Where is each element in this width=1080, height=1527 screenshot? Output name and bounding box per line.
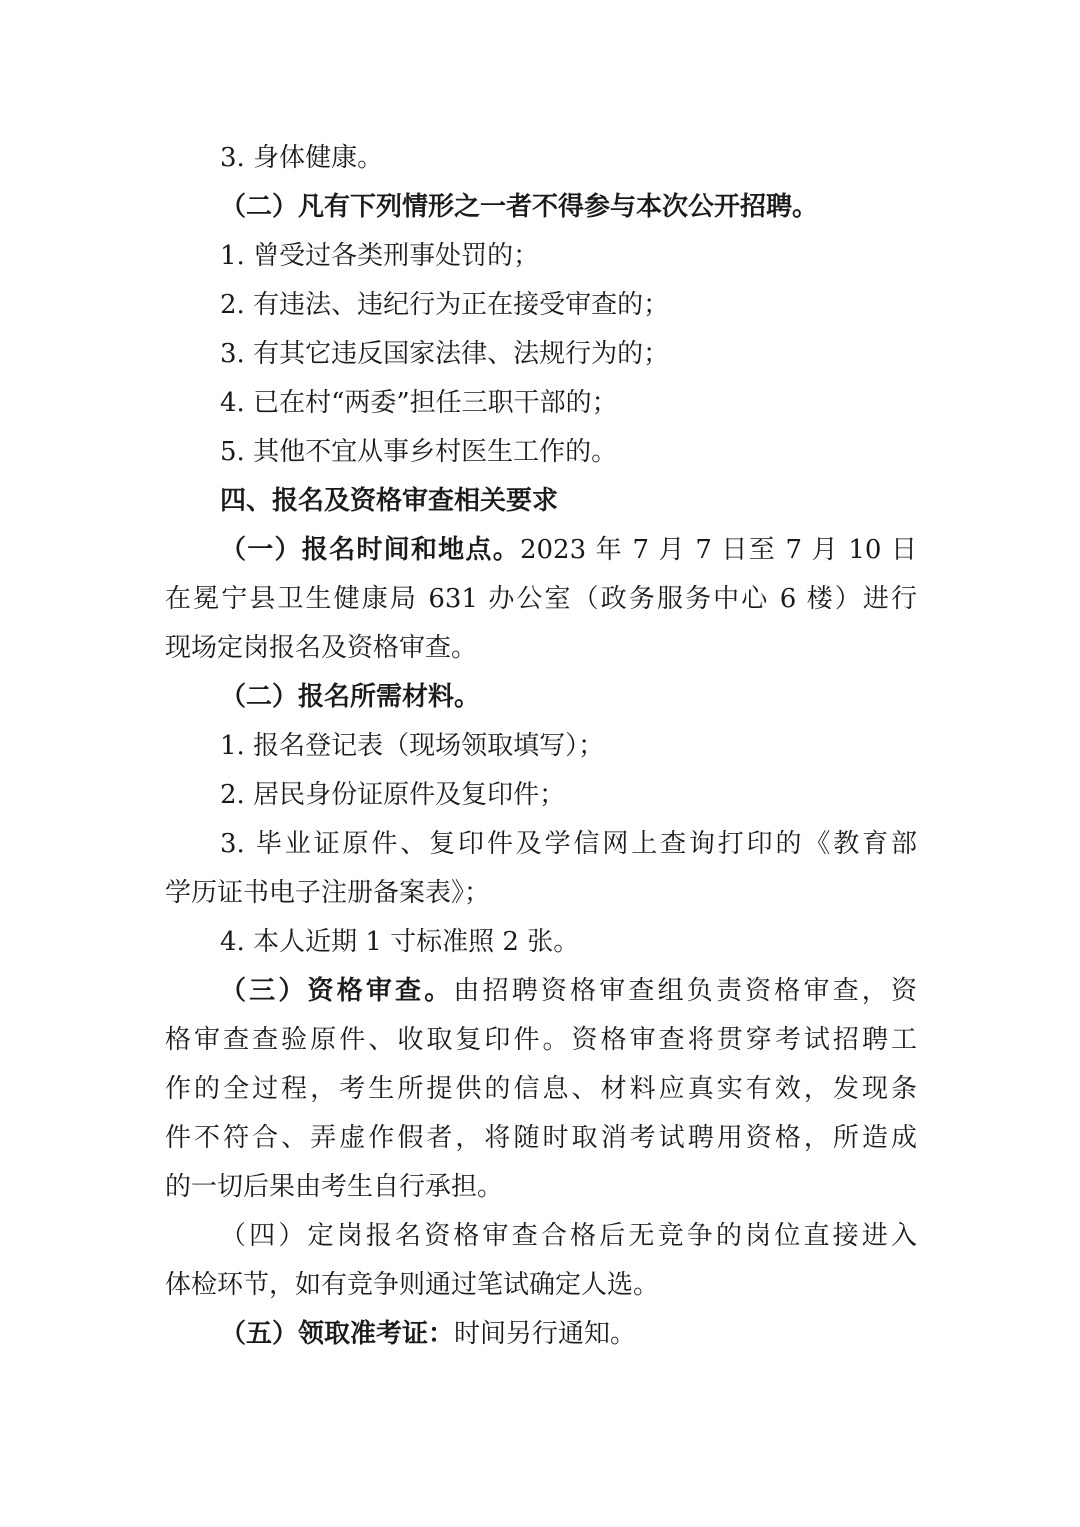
bold-heading-text: （五）领取准考证： — [220, 1319, 455, 1349]
paragraph-line — [165, 138, 917, 187]
body-text: 2. 有违法、违纪行为正在接受审查的； — [220, 290, 670, 320]
paragraph-line — [165, 481, 917, 530]
body-text: 1. 曾受过各类刑事处罚的； — [220, 241, 540, 271]
body-text: 的一切后果由考生自行承担。 — [165, 1172, 504, 1202]
bold-heading-text: （三）资格审查。 — [220, 976, 454, 1006]
paragraph-line — [165, 971, 917, 1020]
paragraph-line — [165, 236, 917, 285]
paragraph-line — [165, 1020, 917, 1069]
body-text: 3. 毕业证原件、复印件及学信网上查询打印的《教育部 — [220, 829, 917, 859]
body-text: 时间另行通知。 — [454, 1319, 637, 1349]
body-text: （四）定岗报名资格审查合格后无竞争的岗位直接进入 — [220, 1221, 917, 1251]
paragraph-line — [165, 530, 917, 579]
paragraph-line — [165, 579, 917, 628]
body-text: 格审查查验原件、收取复印件。资格审查将贯穿考试招聘工 — [165, 1025, 917, 1055]
bold-heading-text: （二）报名所需材料。 — [220, 682, 481, 712]
bold-heading-text: （一）报名时间和地点。 — [220, 535, 520, 565]
paragraph-line — [165, 922, 917, 971]
paragraph-line — [165, 726, 917, 775]
body-text: 4. 本人近期 1 寸标准照 2 张。 — [220, 927, 580, 957]
body-text: 5. 其他不宜从事乡村医生工作的。 — [220, 437, 618, 467]
paragraph-line — [165, 1069, 917, 1118]
paragraph-line — [165, 285, 917, 334]
paragraph-line — [165, 334, 917, 383]
paragraph-line — [165, 628, 917, 677]
paragraph-line — [165, 432, 917, 481]
paragraph-line — [165, 1118, 917, 1167]
paragraph-line — [165, 1167, 917, 1216]
paragraph-line — [165, 824, 917, 873]
body-text: 1. 报名登记表（现场领取填写）； — [220, 731, 605, 761]
body-text: 件不符合、弄虚作假者，将随时取消考试聘用资格，所造成 — [165, 1123, 917, 1153]
body-text: 作的全过程，考生所提供的信息、材料应真实有效，发现条 — [165, 1074, 917, 1104]
bold-heading-text: 四、报名及资格审查相关要求 — [220, 486, 559, 516]
body-text: 3. 有其它违反国家法律、法规行为的； — [220, 339, 670, 369]
document-page — [165, 138, 917, 1363]
paragraph-line — [165, 383, 917, 432]
body-text: 在冕宁县卫生健康局 631 办公室（政务服务中心 6 楼）进行 — [165, 584, 917, 614]
body-text: 3. 身体健康。 — [220, 143, 384, 173]
body-text: 由招聘资格审查组负责资格审查，资 — [453, 976, 917, 1006]
paragraph-line — [165, 1314, 917, 1363]
paragraph-line — [165, 1265, 917, 1314]
bold-heading-text: （二）凡有下列情形之一者不得参与本次公开招聘。 — [220, 192, 819, 222]
body-text: 现场定岗报名及资格审查。 — [165, 633, 478, 663]
body-text: 学历证书电子注册备案表》； — [165, 878, 491, 908]
paragraph-line — [165, 187, 917, 236]
paragraph-line — [165, 775, 917, 824]
paragraph-line — [165, 1216, 917, 1265]
paragraph-line — [165, 873, 917, 922]
body-text: 体检环节，如有竞争则通过笔试确定人选。 — [165, 1270, 660, 1300]
paragraph-line — [165, 677, 917, 726]
body-text: 4. 已在村“两委”担任三职干部的； — [220, 388, 618, 418]
body-text: 2. 居民身份证原件及复印件； — [220, 780, 566, 810]
body-text: 2023 年 7 月 7 日至 7 月 10 日 — [519, 535, 917, 565]
